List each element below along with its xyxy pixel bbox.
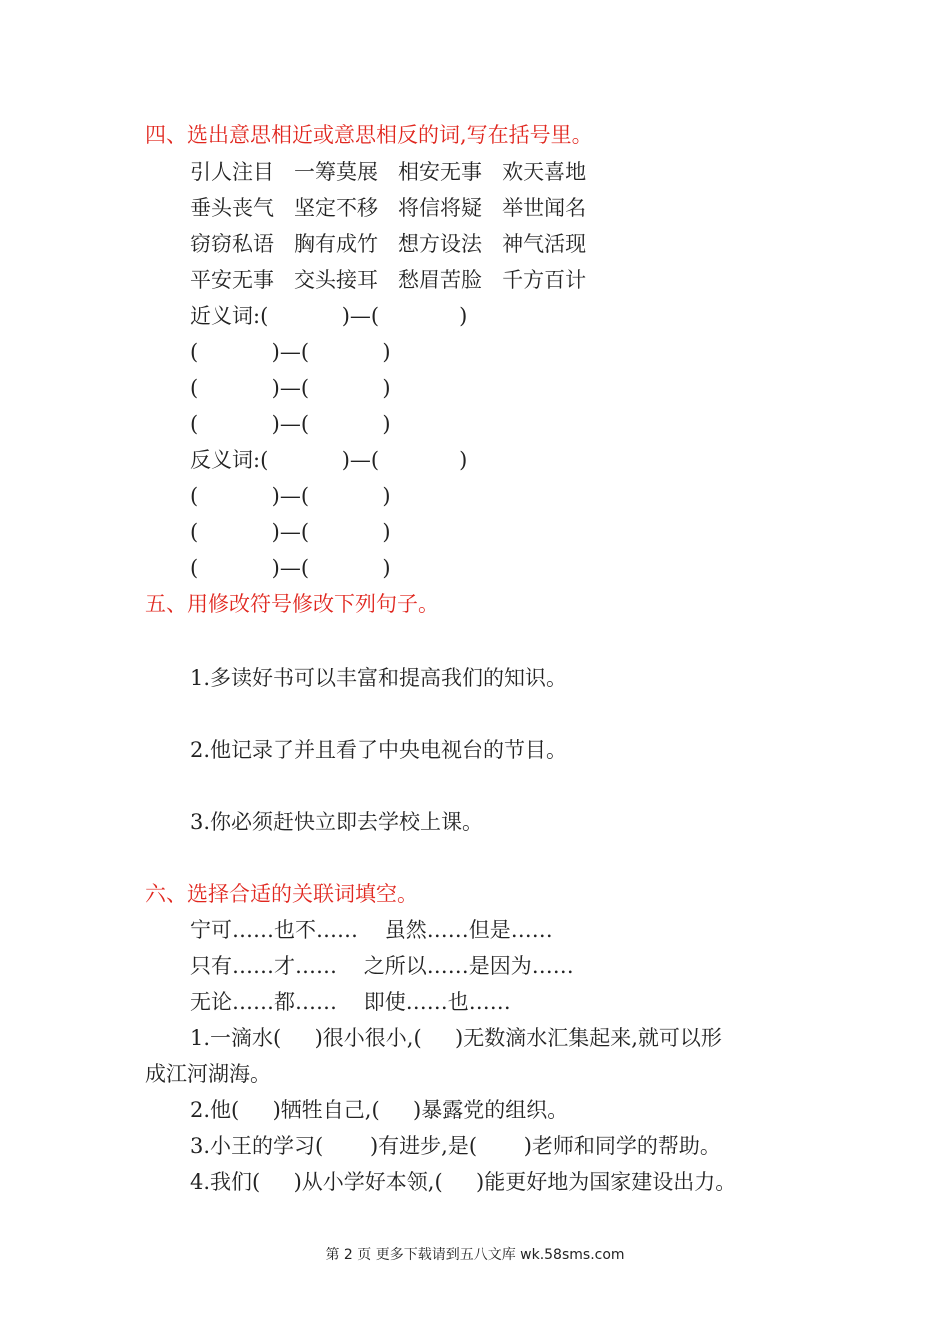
question-1-line-1: 1.一滴水( )很小很小,( )无数滴水汇集起来,就可以形 — [190, 1026, 722, 1050]
synonym-label: 近义词:( )—( ) — [190, 304, 468, 328]
question-1-line-2: 成江河湖海。 — [145, 1062, 271, 1086]
sentence-1: 1.多读好书可以丰富和提高我们的知识。 — [190, 666, 568, 690]
question-4: 4.我们( )从小学好本领,( )能更好地为国家建设出力。 — [190, 1170, 737, 1194]
antonym-label: 反义词:( )—( ) — [190, 448, 468, 472]
conjunction-row-2: 只有……才…… 之所以……是因为…… — [190, 954, 574, 978]
word-row-3: 窃窃私语 胸有成竹 想方设法 神气活现 — [190, 232, 587, 256]
question-2: 2.他( )牺牲自己,( )暴露党的组织。 — [190, 1098, 569, 1122]
section-6-heading: 六、选择合适的关联词填空。 — [145, 882, 418, 906]
sentence-2: 2.他记录了并且看了中央电视台的节目。 — [190, 738, 568, 762]
conjunction-row-3: 无论……都…… 即使……也…… — [190, 990, 511, 1014]
page-footer: 第 2 页 更多下载请到五八文库 wk.58sms.com — [325, 1247, 625, 1263]
section-5-heading: 五、用修改符号修改下列句子。 — [145, 592, 439, 616]
sentence-3: 3.你必须赶快立即去学校上课。 — [190, 810, 484, 834]
question-3: 3.小王的学习( )有进步,是( )老师和同学的帮助。 — [190, 1134, 721, 1158]
word-row-4: 平安无事 交头接耳 愁眉苦脸 千方百计 — [190, 268, 587, 292]
section-4-heading: 四、选出意思相近或意思相反的词,写在括号里。 — [145, 123, 593, 147]
antonym-blank-2: ( )—( ) — [190, 520, 391, 544]
conjunction-row-1: 宁可……也不…… 虽然……但是…… — [190, 918, 553, 942]
word-row-2: 垂头丧气 坚定不移 将信将疑 举世闻名 — [190, 196, 587, 220]
synonym-blank-2: ( )—( ) — [190, 376, 391, 400]
synonym-blank-1: ( )—( ) — [190, 340, 391, 364]
antonym-blank-3: ( )—( ) — [190, 556, 391, 580]
antonym-blank-1: ( )—( ) — [190, 484, 391, 508]
word-row-1: 引人注目 一筹莫展 相安无事 欢天喜地 — [190, 160, 587, 184]
synonym-blank-3: ( )—( ) — [190, 412, 391, 436]
